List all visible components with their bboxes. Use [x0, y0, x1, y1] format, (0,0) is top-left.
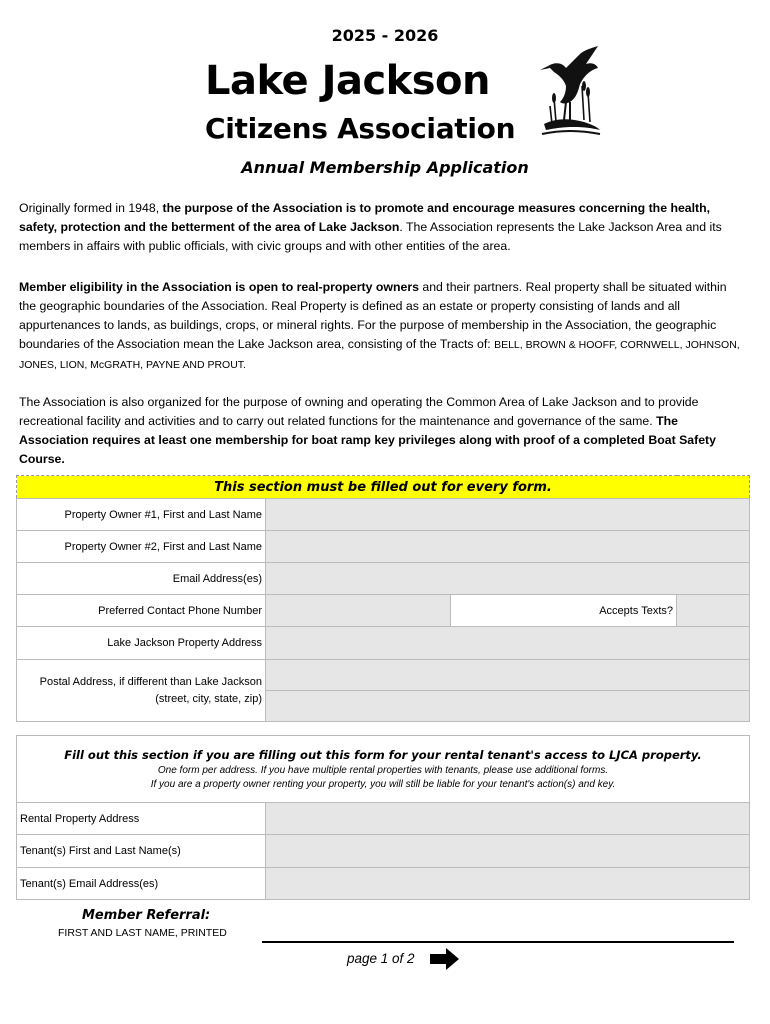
intro-paragraph-3 — [19, 393, 747, 469]
tenant-header-title: Fill out this section if you are filling out this form for your rental tenant's access to LJCA property. — [64, 748, 702, 762]
intro-p2-bold: Member eligibility in the Association is open to real-property owners — [19, 280, 419, 294]
owner-section-header: This section must be filled out for every form. — [17, 476, 750, 499]
owner-form-table — [16, 475, 750, 722]
referral-name-line[interactable] — [262, 941, 734, 943]
intro-p1-text-a: Originally formed in 1948, — [19, 201, 163, 215]
postal-label-line1: Postal Address, if different than Lake Jackson — [39, 675, 262, 688]
postal-address-field-2[interactable] — [266, 691, 750, 722]
application-title: Annual Membership Application — [241, 158, 529, 177]
owner2-label: Property Owner #2, First and Last Name — [17, 531, 266, 563]
email-label: Email Address(es) — [17, 563, 266, 595]
referral-title: Member Referral: — [82, 908, 211, 923]
tenant-form-table — [16, 735, 750, 900]
intro-p2-tracts: BELL, BROWN & HOOFF, CORNWELL, JOHNSON, JONES, LION, McGRATH, PAYNE AND PROUT. — [19, 339, 740, 371]
phone-label: Preferred Contact Phone Number — [17, 595, 266, 627]
intro-paragraph-1 — [19, 199, 747, 256]
intro-p2-text: and their partners. Real property shall be situated within the geographic boundaries of the Association. Real Property is defined as an estate or property consisting of lands and all appurtenances to lands, as buildings, crops, or mineral rights. For the purpose of membership in the Association, the geographic boundaries of the Association mean the Lake Jackson area, consisting of the Tracts of: — [19, 280, 727, 351]
intro-p3-bold: The Association requires at least one membership for boat ramp key privileges along with proof of a completed Boat Safety Course. — [19, 414, 716, 466]
property-address-field[interactable] — [266, 627, 750, 660]
page-number: page 1 of 2 — [347, 951, 415, 966]
intro-paragraph-2 — [19, 278, 747, 375]
year-heading: 2025 - 2026 — [331, 26, 439, 45]
intro-p1-bold: the purpose of the Association is to promote and encourage measures concerning the health, safety, protection and the betterment of the area of Lake Jackson — [19, 201, 711, 234]
title-line2: Citizens Association — [205, 112, 516, 145]
property-address-label: Lake Jackson Property Address — [17, 627, 266, 660]
tenant-header-sub1: One form per address. If you have multiple rental properties with tenants, please use additional forms. — [157, 765, 609, 776]
rental-address-label: Rental Property Address — [17, 803, 266, 835]
title-line1: Lake Jackson — [205, 58, 491, 104]
tenant-section-header — [17, 736, 750, 803]
heron-logo-icon — [540, 46, 602, 138]
tenant-names-field[interactable] — [266, 835, 750, 868]
phone-field[interactable] — [266, 595, 451, 627]
tenant-names-label: Tenant(s) First and Last Name(s) — [17, 835, 266, 868]
postal-label-line2: (street, city, state, zip) — [155, 692, 262, 705]
intro-p1-text-c: . The Association represents the Lake Jackson Area and its members in affairs with public officials, with civic groups and with other entities of the area. — [19, 220, 722, 253]
accepts-texts-field[interactable] — [677, 595, 750, 627]
tenant-header-sub2: If you are a property owner renting your property, you will still be liable for your tenant's action(s) and key. — [150, 779, 616, 790]
intro-p3-text: The Association is also organized for the purpose of owning and operating the Common Area of Lake Jackson and to provide recreational facility and activities and to carry out related functions for the maintenance and governance of the same. — [19, 395, 699, 428]
owner2-field[interactable] — [266, 531, 750, 563]
owner1-field[interactable] — [266, 499, 750, 531]
postal-address-field-1[interactable] — [266, 660, 750, 691]
tenant-emails-label: Tenant(s) Email Address(es) — [17, 868, 266, 900]
referral-subtitle: FIRST AND LAST NAME, PRINTED — [58, 927, 227, 939]
rental-address-field[interactable] — [266, 803, 750, 835]
email-field[interactable] — [266, 563, 750, 595]
owner1-label: Property Owner #1, First and Last Name — [17, 499, 266, 531]
accepts-texts-label: Accepts Texts? — [451, 595, 677, 627]
right-arrow-icon — [428, 947, 460, 971]
tenant-emails-field[interactable] — [266, 868, 750, 900]
postal-address-label — [17, 660, 266, 722]
